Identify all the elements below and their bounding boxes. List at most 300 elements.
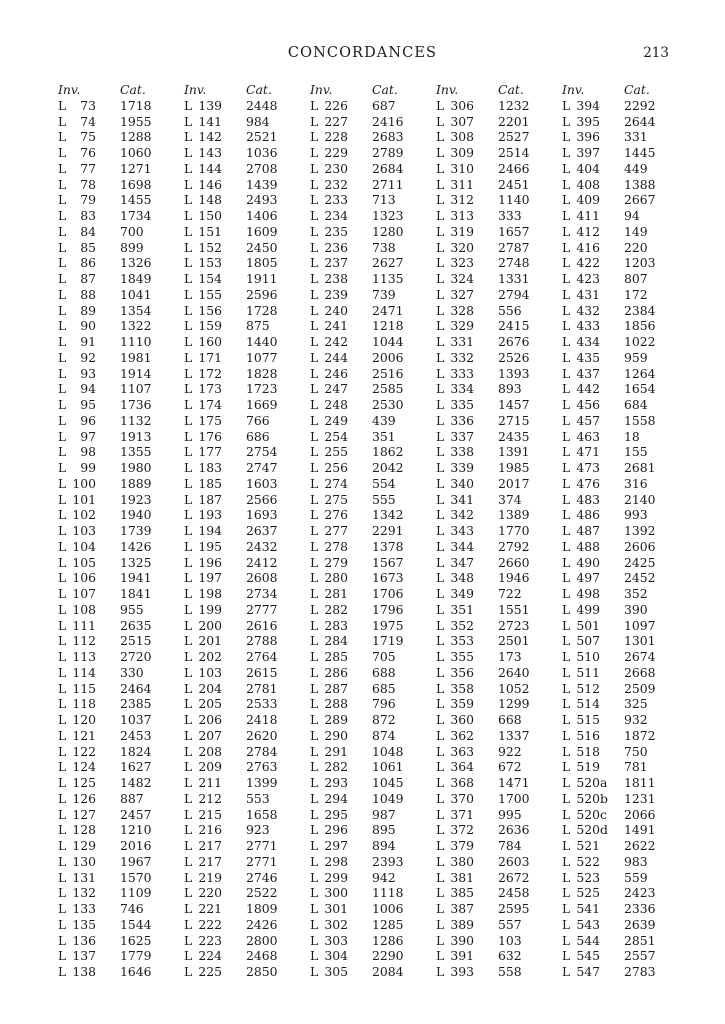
table-row — [184, 649, 292, 665]
inv-prefix: L — [58, 869, 67, 885]
catalogue-number: 1445 — [624, 145, 656, 160]
catalogue-number: 750 — [624, 743, 648, 759]
cat-header: Cat. — [246, 82, 272, 97]
table-row — [436, 775, 544, 791]
inv-prefix: L — [310, 318, 319, 334]
table-row — [436, 885, 544, 901]
inventory-number — [184, 586, 246, 602]
table-row — [562, 822, 670, 838]
inv-prefix: L — [310, 664, 319, 680]
inv-prefix: L — [562, 381, 571, 397]
table-row — [310, 759, 418, 775]
inv-prefix: L — [562, 601, 571, 617]
inventory-number — [310, 318, 372, 334]
table-row — [562, 570, 670, 586]
inv-prefix: L — [184, 964, 193, 979]
table-row — [562, 381, 670, 397]
table-row — [184, 964, 292, 980]
catalogue-number: 2715 — [498, 412, 530, 428]
table-row — [58, 586, 166, 602]
inv-digits: 111 — [72, 617, 96, 633]
inv-digits: 324 — [450, 271, 474, 286]
table-row — [436, 759, 544, 775]
inv-prefix: L — [184, 523, 193, 538]
inv-prefix: L — [58, 365, 67, 381]
inv-prefix: L — [310, 649, 319, 664]
inventory-number — [562, 901, 624, 917]
inv-prefix: L — [58, 759, 67, 775]
table-row — [436, 98, 544, 114]
inventory-number — [184, 728, 246, 744]
inventory-number — [562, 98, 624, 114]
inv-prefix: L — [58, 948, 67, 964]
inv-prefix: L — [436, 271, 445, 286]
table-row — [310, 807, 418, 823]
table-row — [184, 586, 292, 602]
table-row — [310, 791, 418, 807]
catalogue-number: 2789 — [372, 145, 404, 160]
table-row — [562, 791, 670, 807]
table-row — [58, 287, 166, 303]
inv-prefix: L — [58, 145, 67, 160]
inv-prefix: L — [562, 538, 571, 554]
catalogue-number: 2514 — [498, 145, 530, 160]
table-row — [58, 192, 166, 208]
catalogue-number: 1824 — [120, 743, 152, 759]
inv-prefix: L — [58, 649, 67, 664]
inv-prefix: L — [436, 176, 445, 192]
table-row — [436, 602, 544, 618]
inv-prefix: L — [562, 176, 571, 192]
inv-digits: 457 — [576, 412, 600, 428]
inv-digits: 198 — [198, 586, 222, 601]
inventory-number — [310, 838, 372, 854]
table-row — [562, 114, 670, 130]
inventory-number — [562, 649, 624, 665]
catalogue-number: 1061 — [372, 759, 404, 775]
table-row — [436, 444, 544, 460]
catalogue-number: 1231 — [624, 790, 656, 806]
table-row — [436, 507, 544, 523]
inv-digits: 463 — [576, 428, 600, 444]
table-row — [58, 633, 166, 649]
inventory-number — [58, 129, 120, 145]
catalogue-number: 1077 — [246, 349, 278, 365]
inv-digits: 96 — [80, 412, 96, 428]
inv-prefix: L — [436, 160, 445, 176]
catalogue-number: 1734 — [120, 208, 152, 223]
inv-digits: 97 — [80, 428, 96, 444]
table-row — [58, 696, 166, 712]
table-row — [436, 917, 544, 933]
catalogue-number: 2530 — [372, 397, 404, 412]
table-row — [562, 744, 670, 760]
inventory-number — [436, 271, 498, 287]
catalogue-number: 1482 — [120, 775, 152, 790]
table-row — [184, 429, 292, 445]
inv-prefix: L — [58, 444, 67, 460]
inv-prefix: L — [436, 964, 445, 979]
catalogue-number: 2764 — [246, 649, 278, 664]
inv-prefix: L — [562, 160, 571, 176]
inv-digits: 152 — [198, 239, 222, 255]
inv-prefix: L — [436, 444, 445, 460]
inv-digits: 340 — [450, 475, 474, 491]
inv-digits: 224 — [198, 948, 222, 964]
inventory-number — [58, 696, 120, 712]
inv-digits: 396 — [576, 129, 600, 145]
table-row — [58, 129, 166, 145]
catalogue-number: 1107 — [120, 381, 152, 397]
inv-digits: 78 — [80, 176, 96, 192]
table-row — [562, 633, 670, 649]
inv-prefix: L — [562, 712, 571, 727]
catalogue-number: 2452 — [624, 570, 656, 586]
inv-prefix: L — [436, 869, 445, 885]
table-row — [562, 838, 670, 854]
inventory-number — [436, 334, 498, 350]
inv-prefix: L — [58, 412, 67, 428]
inv-prefix: L — [310, 696, 319, 712]
catalogue-number: 668 — [498, 712, 522, 727]
inv-digits: 308 — [450, 129, 474, 145]
inventory-number — [184, 145, 246, 161]
inv-prefix: L — [562, 412, 571, 428]
inv-prefix: L — [436, 649, 445, 664]
inv-digits: 355 — [450, 649, 474, 664]
catalogue-number: 1693 — [246, 507, 278, 523]
catalogue-number: 688 — [372, 664, 396, 680]
inv-digits: 256 — [324, 460, 348, 475]
inventory-number — [310, 145, 372, 161]
inventory-number — [436, 633, 498, 649]
inventory-number — [562, 476, 624, 492]
inventory-number — [58, 728, 120, 744]
table-row — [310, 192, 418, 208]
inventory-number — [184, 807, 246, 823]
table-row — [58, 555, 166, 571]
catalogue-number: 1700 — [498, 790, 530, 806]
inventory-number — [58, 334, 120, 350]
table-row — [184, 744, 292, 760]
inv-digits: 305 — [324, 964, 348, 979]
inv-digits: 294 — [324, 790, 348, 806]
inv-digits: 230 — [324, 160, 348, 176]
inv-prefix: L — [184, 349, 193, 365]
inv-prefix: L — [562, 806, 571, 822]
inventory-number — [184, 901, 246, 917]
table-row — [562, 728, 670, 744]
catalogue-number: 2416 — [372, 113, 404, 129]
inventory-number — [184, 381, 246, 397]
concordance-column-1 — [58, 82, 166, 980]
catalogue-number: 1457 — [498, 397, 530, 412]
table-row — [310, 460, 418, 476]
inv-digits: 212 — [198, 790, 222, 806]
inv-prefix: L — [310, 239, 319, 255]
inventory-number — [436, 917, 498, 933]
catalogue-number: 1967 — [120, 853, 152, 869]
table-row — [184, 885, 292, 901]
column-header-row — [310, 82, 418, 98]
inventory-number — [58, 933, 120, 949]
inv-prefix: L — [184, 822, 193, 838]
table-row — [310, 350, 418, 366]
inv-prefix: L — [436, 680, 445, 696]
inventory-number — [184, 177, 246, 193]
table-row — [310, 429, 418, 445]
inv-digits: 139 — [198, 97, 222, 113]
inventory-number — [184, 838, 246, 854]
table-row — [310, 964, 418, 980]
inv-prefix: L — [436, 302, 445, 318]
catalogue-number: 1286 — [372, 932, 404, 948]
catalogue-number: 2290 — [372, 948, 404, 964]
inventory-number — [436, 744, 498, 760]
inv-prefix: L — [562, 208, 571, 223]
table-row — [310, 570, 418, 586]
inv-digits: 216 — [198, 822, 222, 838]
inventory-number — [310, 948, 372, 964]
table-row — [184, 460, 292, 476]
table-row — [436, 476, 544, 492]
inv-prefix: L — [58, 176, 67, 192]
catalogue-number: 1049 — [372, 790, 404, 806]
catalogue-number: 2451 — [498, 176, 530, 192]
inv-prefix: L — [184, 286, 193, 302]
catalogue-number: 2850 — [246, 964, 278, 979]
inv-prefix: L — [562, 397, 571, 412]
inv-prefix: L — [310, 633, 319, 649]
inv-prefix: L — [310, 964, 319, 979]
inv-prefix: L — [58, 397, 67, 412]
inv-digits: 154 — [198, 271, 222, 286]
table-row — [58, 303, 166, 319]
inv-prefix: L — [562, 759, 571, 775]
inventory-number — [436, 933, 498, 949]
table-row — [562, 618, 670, 634]
inventory-number — [436, 129, 498, 145]
inventory-number — [310, 192, 372, 208]
inv-digits: 327 — [450, 286, 474, 302]
table-row — [184, 177, 292, 193]
catalogue-number: 993 — [624, 507, 648, 523]
inv-prefix: L — [436, 822, 445, 838]
catalogue-number: 2660 — [498, 554, 530, 570]
table-row — [184, 948, 292, 964]
catalogue-number: 685 — [372, 680, 396, 696]
inv-prefix: L — [58, 790, 67, 806]
inv-prefix: L — [562, 680, 571, 696]
inv-digits: 390 — [450, 932, 474, 948]
table-row — [436, 240, 544, 256]
inventory-number — [184, 618, 246, 634]
inv-digits: 113 — [72, 649, 96, 664]
inventory-number — [562, 507, 624, 523]
catalogue-number: 94 — [624, 208, 640, 223]
inventory-number — [436, 838, 498, 854]
catalogue-number: 2066 — [624, 806, 656, 822]
catalogue-number: 449 — [624, 160, 648, 176]
inventory-number — [184, 933, 246, 949]
inv-prefix: L — [184, 806, 193, 822]
inv-prefix: L — [184, 916, 193, 932]
inv-prefix: L — [184, 239, 193, 255]
inv-prefix: L — [184, 412, 193, 428]
inv-digits: 336 — [450, 412, 474, 428]
table-row — [184, 759, 292, 775]
inv-digits: 196 — [198, 554, 222, 570]
table-row — [58, 318, 166, 334]
inventory-number — [184, 208, 246, 224]
inventory-number — [58, 366, 120, 382]
inv-digits: 290 — [324, 727, 348, 743]
inventory-number — [58, 303, 120, 319]
inv-digits: 544 — [576, 932, 600, 948]
inv-digits: 118 — [72, 696, 96, 712]
catalogue-number: 995 — [498, 806, 522, 822]
table-row — [58, 224, 166, 240]
catalogue-number: 1558 — [624, 412, 656, 428]
catalogue-number: 894 — [372, 838, 396, 853]
inv-prefix: L — [58, 696, 67, 712]
table-row — [184, 240, 292, 256]
inv-prefix: L — [58, 727, 67, 743]
inventory-number — [436, 570, 498, 586]
inv-digits: 89 — [80, 302, 96, 318]
inventory-number — [562, 885, 624, 901]
table-row — [310, 334, 418, 350]
inv-digits: 370 — [450, 790, 474, 806]
inventory-number — [184, 523, 246, 539]
table-row — [562, 208, 670, 224]
catalogue-number: 686 — [246, 428, 270, 444]
table-row — [562, 681, 670, 697]
inv-prefix: L — [562, 775, 571, 790]
catalogue-number: 781 — [624, 759, 648, 775]
table-row — [310, 397, 418, 413]
inv-digits: 135 — [72, 916, 96, 932]
inv-digits: 338 — [450, 444, 474, 460]
table-row — [436, 854, 544, 870]
catalogue-number: 2516 — [372, 365, 404, 381]
inv-prefix: L — [562, 885, 571, 901]
catalogue-number: 1285 — [372, 916, 404, 932]
table-row — [184, 917, 292, 933]
inventory-number — [184, 303, 246, 319]
inv-digits: 310 — [450, 160, 474, 176]
inv-prefix: L — [562, 633, 571, 649]
table-row — [184, 476, 292, 492]
inv-prefix: L — [310, 586, 319, 601]
catalogue-number: 2527 — [498, 129, 530, 145]
inv-digits: 360 — [450, 712, 474, 727]
table-row — [436, 303, 544, 319]
catalogue-number: 2640 — [498, 664, 530, 680]
inventory-number — [310, 570, 372, 586]
inventory-number — [310, 681, 372, 697]
inv-prefix: L — [436, 145, 445, 160]
inv-digits: 105 — [72, 554, 96, 570]
table-row — [436, 366, 544, 382]
inventory-number — [436, 161, 498, 177]
catalogue-number: 2412 — [246, 554, 278, 570]
table-row — [310, 271, 418, 287]
inv-digits: 115 — [72, 680, 96, 696]
catalogue-number: 1342 — [372, 507, 404, 523]
inventory-number — [436, 192, 498, 208]
catalogue-number: 1355 — [120, 444, 152, 460]
inv-prefix: L — [184, 365, 193, 381]
inv-digits: 208 — [198, 743, 222, 759]
table-row — [184, 539, 292, 555]
table-row — [310, 129, 418, 145]
inventory-number — [310, 429, 372, 445]
inv-digits: 122 — [72, 743, 96, 759]
table-row — [436, 208, 544, 224]
table-row — [58, 507, 166, 523]
inv-digits: 235 — [324, 223, 348, 239]
table-row — [58, 948, 166, 964]
inv-digits: 194 — [198, 523, 222, 538]
catalogue-number: 2787 — [498, 239, 530, 255]
inv-digits: 416 — [576, 239, 600, 255]
catalogue-number: 1657 — [498, 223, 530, 239]
table-row — [562, 287, 670, 303]
catalogue-number: 2435 — [498, 428, 530, 444]
inv-prefix: L — [58, 916, 67, 932]
table-row — [58, 822, 166, 838]
inv-prefix: L — [310, 271, 319, 286]
catalogue-number: 1232 — [498, 97, 530, 113]
catalogue-number: 922 — [498, 743, 522, 759]
table-row — [58, 775, 166, 791]
inv-prefix: L — [310, 397, 319, 412]
inv-prefix: L — [562, 586, 571, 601]
inv-digits: 211 — [198, 775, 222, 790]
catalogue-number: 1264 — [624, 365, 656, 381]
inv-digits: 100 — [72, 475, 96, 491]
inv-header: Inv. — [562, 82, 585, 97]
inventory-number — [562, 681, 624, 697]
inventory-number — [58, 854, 120, 870]
catalogue-number: 2800 — [246, 932, 278, 948]
catalogue-number: 1706 — [372, 586, 404, 601]
inventory-number — [562, 712, 624, 728]
inventory-number — [310, 177, 372, 193]
inventory-number — [310, 901, 372, 917]
inv-digits: 520 — [576, 806, 600, 822]
inv-prefix: L — [184, 475, 193, 491]
catalogue-number: 1719 — [372, 633, 404, 649]
catalogue-number: 2683 — [372, 129, 404, 145]
table-row — [562, 507, 670, 523]
table-row — [310, 287, 418, 303]
inv-digits: 222 — [198, 916, 222, 932]
catalogue-number: 1980 — [120, 460, 152, 475]
inventory-number — [310, 129, 372, 145]
table-row — [58, 208, 166, 224]
table-row — [562, 775, 670, 791]
inventory-number — [562, 114, 624, 130]
table-row — [436, 429, 544, 445]
inventory-number — [562, 492, 624, 508]
catalogue-number: 556 — [498, 302, 522, 318]
inv-digits: 389 — [450, 916, 474, 932]
catalogue-number: 2415 — [498, 318, 530, 334]
inv-digits: 195 — [198, 538, 222, 554]
table-row — [562, 350, 670, 366]
